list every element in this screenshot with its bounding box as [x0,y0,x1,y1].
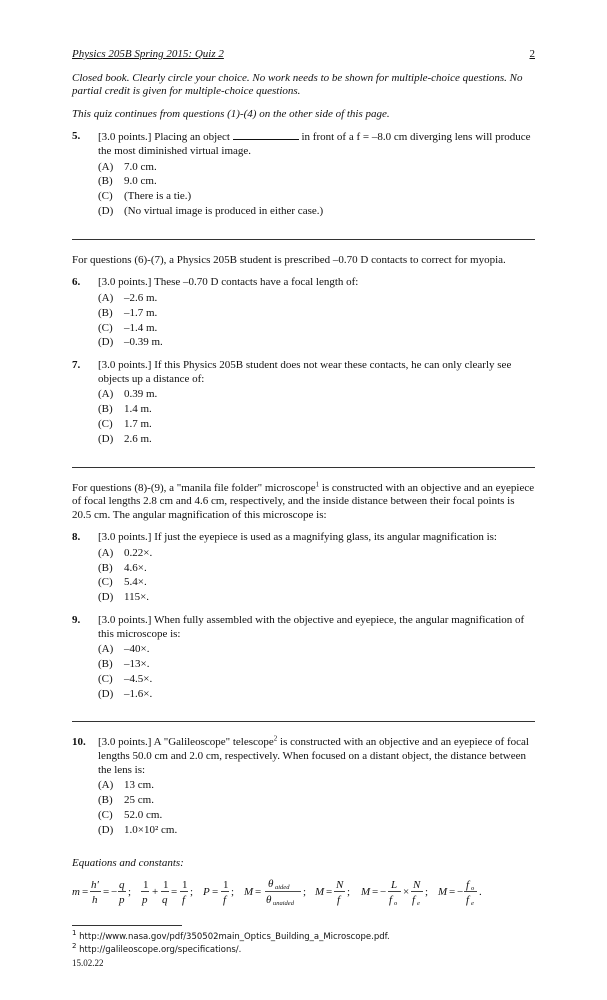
question-7 [72,359,535,446]
option-letter: (C) [98,576,113,589]
option-letter: (B) [98,561,113,574]
eq-p: p [119,894,125,906]
eq-minus: − [380,886,387,898]
eq-semicolon: ; [231,886,235,898]
stem-part-a: [3.0 points.] Placing an object [98,131,230,144]
question-5 [72,130,535,218]
section-divider [72,721,535,722]
option-c[interactable] [98,321,535,336]
eq-fe: f [466,894,470,906]
eq-M: M [438,886,448,898]
eq-h: h [92,894,98,906]
eq-L: L [391,879,398,891]
question-9 [72,614,535,701]
option-text: 9.0 cm. [124,175,157,188]
option-a[interactable] [98,291,535,306]
option-letter: (C) [98,672,113,685]
option-letter: (A) [98,388,114,401]
option-d[interactable] [98,204,535,219]
option-text: –0.39 m. [124,336,163,349]
option-text: (No virtual image is produced in either case.) [124,204,324,217]
option-letter: (B) [98,306,113,319]
option-letter: (C) [98,808,113,821]
footnote-2 [72,944,535,957]
eq-period: . [479,886,482,898]
eq-one: 1 [223,879,229,891]
options-list [98,291,535,350]
eq-equals: = [449,886,456,898]
option-text: 52.0 cm. [124,808,163,821]
equations-svg [72,873,535,913]
option-text: 13 cm. [124,779,154,792]
option-text: –2.6 m. [124,291,158,304]
section-divider [72,239,535,240]
question-number: 9. [72,614,81,627]
option-d[interactable] [98,823,535,838]
option-text: 5.4×. [124,576,147,589]
eq-M: M [361,886,371,898]
question-10 [72,736,535,837]
option-letter: (B) [98,175,113,188]
option-letter: (A) [98,546,114,559]
option-letter: (A) [98,291,114,304]
group-intro-6-7: For questions (6)-(7), a Physics 205B student is prescribed –0.70 D contacts to correct for myopia. [72,253,506,266]
equations-heading: Equations and constants: [72,857,184,870]
instructions: Closed book. Clearly circle your choice. No work needs to be shown for multiple-choice questions. No partial credit is given for multiple-choice questions. [72,71,523,98]
option-text: –1.7 m. [124,306,158,319]
option-d[interactable] [98,432,535,447]
eq-q: q [119,879,125,891]
question-number: 10. [72,736,86,749]
date-stamp: 15.02.22 [72,958,104,968]
option-d[interactable] [98,687,535,702]
option-b[interactable] [98,174,535,189]
options-list [98,778,535,837]
option-b[interactable] [98,793,535,808]
question-stem: [3.0 points.] When fully assembled with the objective and eyepiece, the angular magnification of this microscope is: [98,614,525,640]
option-d[interactable] [98,335,535,350]
eq-N: N [413,879,421,891]
eq-N: N [336,879,344,891]
option-text: 4.6×. [124,561,147,574]
question-number: 8. [72,531,81,544]
options-list [98,387,535,446]
options-list [98,160,535,219]
eq-f: f [182,894,186,906]
eq-semicolon: ; [425,886,429,898]
footnotes [72,931,535,969]
eq-sub-e: e [471,900,474,907]
question-stem [98,130,535,158]
question-number: 6. [72,276,81,289]
eq-P: P [203,886,210,898]
eq-f: f [337,894,341,906]
footnote-ref-1: 1 [315,479,320,488]
stem-part-b: in front of a f = –8.0 cm diverging lens will produce the most diminished virtual image. [98,131,531,157]
option-letter: (C) [98,321,113,334]
option-letter: (D) [98,591,114,604]
option-text: 1.4 m. [124,403,152,416]
question-stem: [3.0 points.] These –0.70 D contacts have a focal length of: [98,276,359,289]
eq-semicolon: ; [190,886,194,898]
option-text: 7.0 cm. [124,160,157,173]
eq-M: M [315,886,325,898]
option-b[interactable] [98,402,535,417]
eq-equals: = [372,886,379,898]
option-letter: (D) [98,823,114,836]
eq-sub-o: o [394,900,398,907]
eq-q: q [162,894,168,906]
group-intro-part-b: is constructed with an objective and an eyepiece of focal lengths 2.8 cm and 4.6 cm, respectively, and the inside distance between their focal points is 20.5 cm. The angular magnification of this microscope is: [72,481,535,521]
eq-sub-unaided: unaided [273,900,294,907]
option-letter: (D) [98,687,114,700]
stem-part-a: [3.0 points.] A "Galileoscope" telescope [98,736,274,749]
eq-minus: − [457,886,464,898]
option-a[interactable] [98,642,535,657]
options-list [98,642,535,701]
question-stem: [3.0 points.] If this Physics 205B student does not wear these contacts, he can only clearly see objects up a distance of: [98,359,512,385]
question-number: 5. [72,130,81,143]
eq-theta: θ [268,878,274,890]
continuation-note: This quiz continues from questions (1)-(4) on the other side of this page. [72,107,390,120]
footnote-link-galileoscope[interactable]: http://galileoscope.org/specifications/. [79,945,242,955]
option-letter: (B) [98,794,113,807]
eq-f: f [223,894,227,906]
answer-blank [233,130,299,140]
question-stem: [3.0 points.] If just the eyepiece is used as a magnifying glass, its angular magnification is: [98,531,497,544]
footnote-mark: 1 [72,929,77,938]
eq-semicolon: ; [347,886,351,898]
quiz-title: Physics 205B Spring 2015: Quiz 2 [72,48,224,60]
option-text: 0.22×. [124,546,153,559]
equations-row [72,873,535,913]
option-letter: (D) [98,204,114,217]
eq-equals: = [255,886,262,898]
quiz-page [72,48,535,969]
eq-one: 1 [182,879,188,891]
eq-equals: = [103,886,110,898]
page-number: 2 [529,48,535,60]
eq-plus: + [152,886,159,898]
option-b[interactable] [98,561,535,576]
eq-semicolon: ; [303,886,307,898]
question-stem [98,736,535,777]
option-letter: (B) [98,658,113,671]
option-letter: (A) [98,643,114,656]
option-letter: (D) [98,432,114,445]
eq-theta: θ [266,894,272,906]
option-b[interactable] [98,657,535,672]
question-6 [72,276,535,350]
options-list [98,546,535,605]
option-letter: (A) [98,779,114,792]
option-text: 2.6 m. [124,432,152,445]
eq-one: 1 [163,879,169,891]
option-text: –4.5×. [124,672,153,685]
footnote-mark: 2 [72,942,77,951]
footnote-ref-2: 2 [273,734,278,743]
eq-times: × [403,886,410,898]
option-text: –13×. [124,658,150,671]
option-text: –1.6×. [124,687,153,700]
option-c[interactable] [98,672,535,687]
eq-minus: − [111,886,118,898]
group-intro-8-9 [72,479,535,523]
eq-sub-aided: aided [275,884,290,891]
eq-hprime: h′ [91,879,99,891]
option-a[interactable] [98,387,535,402]
eq-equals: = [326,886,333,898]
option-letter: (B) [98,403,113,416]
eq-sub-o: o [471,885,475,892]
option-letter: (D) [98,336,114,349]
eq-m: m [72,886,80,898]
option-c[interactable] [98,575,535,590]
eq-sub-e: e [417,900,420,907]
eq-equals: = [171,886,178,898]
group-intro-part-a: For questions (8)-(9), a "manila file folder" microscope [72,481,316,494]
eq-one: 1 [143,879,149,891]
section-divider [72,467,535,468]
option-a[interactable] [98,546,535,561]
eq-fo: f [389,894,393,906]
option-text: 25 cm. [124,794,154,807]
option-a[interactable] [98,160,535,175]
eq-fo: f [466,879,470,891]
option-text: –40×. [124,643,150,656]
option-letter: (C) [98,190,113,203]
eq-equals: = [82,886,89,898]
option-text: 115×. [124,591,150,604]
question-number: 7. [72,359,81,372]
option-text: –1.4 m. [124,321,158,334]
option-c[interactable] [98,417,535,432]
stem-part-b: is constructed with an objective and an eyepiece of focal lengths 50.0 cm and 2.0 cm, respectively. When focused on a distant object, the distance between the lens is: [98,736,529,776]
option-text: (There is a tie.) [124,190,192,203]
option-b[interactable] [98,306,535,321]
option-d[interactable] [98,590,535,605]
question-8 [72,531,535,605]
option-text: 1.0×10² cm. [124,823,178,836]
footnote-rule [72,925,182,926]
option-text: 1.7 m. [124,417,152,430]
footnote-link-nasa[interactable]: http://www.nasa.gov/pdf/350502main_Optics_Building_a_Microscope.pdf. [79,932,390,942]
page-header [72,48,535,62]
footnote-1 [72,931,535,944]
eq-fe: f [412,894,416,906]
option-a[interactable] [98,778,535,793]
option-letter: (C) [98,417,113,430]
option-c[interactable] [98,808,535,823]
option-letter: (A) [98,160,114,173]
option-c[interactable] [98,189,535,204]
eq-M: M [244,886,254,898]
option-text: 0.39 m. [124,388,158,401]
eq-semicolon: ; [128,886,132,898]
eq-equals: = [212,886,219,898]
eq-p: p [142,894,148,906]
